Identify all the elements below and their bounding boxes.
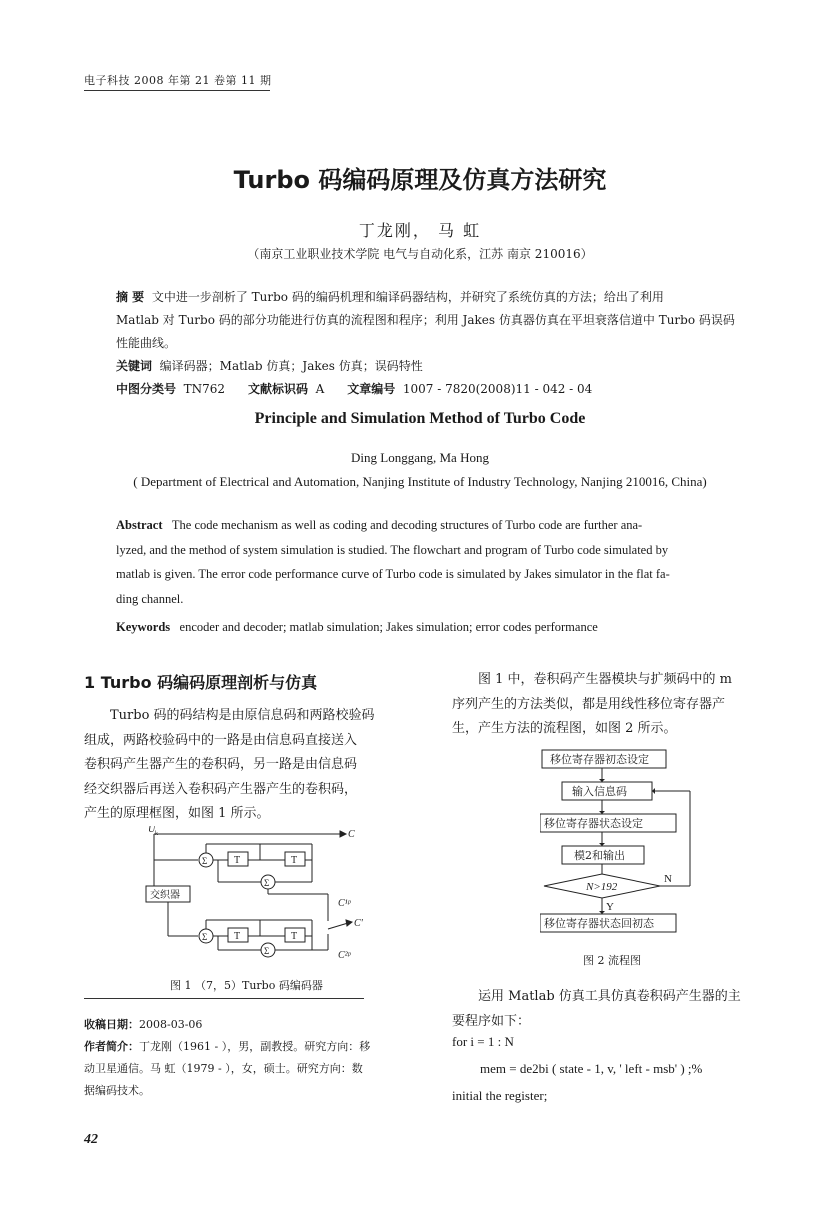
figure2-caption: 图 2 流程图 — [583, 954, 641, 967]
clc-label: 中图分类号 — [116, 382, 177, 396]
received-date: 2008-03-06 — [139, 1018, 203, 1031]
abstract-en-label: Abstract — [116, 518, 163, 532]
english-authors: Ding Longgang, Ma Hong — [351, 450, 489, 465]
sum-label: Σ — [202, 932, 208, 942]
code-intro — [452, 985, 782, 1034]
received-label: 收稿日期： — [84, 1018, 139, 1031]
output-c-label: C' — [354, 918, 363, 929]
keywords-cn-label: 关键词 — [116, 359, 153, 373]
input-label: U — [148, 826, 156, 835]
figure1-diagram — [140, 826, 390, 966]
bio-line: 据编码技术。 — [84, 1084, 150, 1097]
english-title: Principle and Simulation Method of Turbo Code — [254, 410, 586, 427]
body-line: 经交织器后再送入卷积码产生器产生的卷积码， — [84, 781, 358, 797]
body-line: 运用 Matlab 仿真工具仿真卷积码产生器的主 — [478, 989, 741, 1004]
affiliation: （南京工业职业技术学院 电气与自动化系，江苏 南京 210016） — [247, 247, 593, 261]
figure1-caption: 图 1 （7，5）Turbo 码编码器 — [170, 979, 323, 992]
abstract-cn-line: Matlab 对 Turbo 码的部分功能进行仿真的流程图和程序；利用 Jakes 仿真器仿真在平坦衰落信道中 Turbo 码误码 — [116, 313, 735, 327]
body-line: Turbo 码的码结构是由原信息码和两路校验码 — [110, 708, 375, 723]
article-no-value: 1007 - 7820(2008)11 - 042 - 04 — [402, 382, 593, 396]
sum-label: Σ — [264, 878, 270, 888]
output-2p-label: C²ᵖ — [338, 950, 351, 961]
bio-line: 丁龙刚（1961 - ），男，副教授。研究方向：移 — [139, 1040, 371, 1053]
body-line: 要程序如下： — [452, 1013, 531, 1029]
footnote-rule — [84, 998, 364, 999]
delay-label: T — [291, 931, 298, 942]
body-line: 图 1 中，卷积码产生器模块与扩频码中的 m — [478, 672, 732, 687]
code-line: initial the register; — [452, 1088, 548, 1103]
doc-code-value: A — [315, 382, 325, 396]
keywords-en: encoder and decoder; matlab simulation; Jakes simulation; error codes performance — [179, 620, 598, 634]
input-subscript: k — [155, 831, 158, 837]
body-line: 产生的原理框图，如图 1 所示。 — [84, 806, 270, 821]
abstract-en-line: The code mechanism as well as coding and decoding structures of Turbo code are further ana- — [171, 518, 643, 532]
article-no-label: 文章编号 — [347, 382, 396, 396]
output-1p-label: C¹ᵖ — [338, 898, 351, 909]
body-line: 组成，两路校验码中的一路是由信息码直接送入 — [84, 732, 358, 748]
sum-label: Σ — [202, 856, 208, 866]
authors: 丁龙刚， 马 虹 — [358, 221, 482, 240]
section-heading: 1 Turbo 码编码原理剖析与仿真 — [84, 673, 318, 692]
footnote — [84, 1014, 424, 1102]
abstract-en — [116, 513, 752, 640]
page-number: 42 — [84, 1132, 98, 1147]
abstract-cn — [116, 286, 756, 401]
header-rule — [84, 90, 270, 91]
abstract-cn-label: 摘 要 — [116, 290, 145, 304]
code-line: for i = 1 : N — [452, 1034, 514, 1049]
bio-line: 动卫星通信。马 虹（1979 - ），女，硕士。研究方向：数 — [84, 1062, 363, 1075]
figure2-flowchart — [540, 748, 700, 938]
abstract-cn-line: 性能曲线。 — [116, 336, 177, 350]
flow-decision: N>192 — [586, 881, 618, 893]
flow-step-reset: 移位寄存器状态回初态 — [544, 917, 654, 930]
output-label: C — [348, 829, 355, 840]
flow-step-set-state: 移位寄存器状态设定 — [544, 817, 643, 830]
abstract-en-line: lyzed, and the method of system simulation is studied. The flowchart and program of Turbo code simulated by — [116, 542, 669, 557]
code-line: mem = de2bi ( state - 1, v, ' left - msb' ) ;% — [480, 1061, 703, 1076]
doc-code-label: 文献标识码 — [247, 382, 308, 396]
interleaver-label: 交织器 — [150, 890, 180, 901]
delay-label: T — [234, 855, 241, 866]
abstract-en-line: matlab is given. The error code performance curve of Turbo code is simulated by Jakes simulator in the flat fa- — [116, 567, 670, 581]
body-line: 生，产生方法的流程图，如图 2 所示。 — [452, 721, 677, 736]
english-affiliation: ( Department of Electrical and Automation, Nanjing Institute of Industry Technology, Nanjing 210016, China) — [133, 474, 707, 489]
abstract-en-line: ding channel. — [116, 591, 184, 606]
code-listing — [452, 1028, 792, 1109]
flow-no-label: N — [664, 873, 672, 885]
delay-label: T — [291, 855, 298, 866]
bio-label: 作者简介： — [84, 1040, 139, 1053]
abstract-cn-line: 文中进一步剖析了 Turbo 码的编码机理和编译码器结构，并研究了系统仿真的方法；给出了利用 — [151, 290, 664, 304]
right-column-body — [452, 668, 782, 742]
flow-step-init: 移位寄存器初态设定 — [550, 753, 649, 766]
sum-label: Σ — [264, 946, 270, 956]
flow-yes-label: Y — [606, 901, 614, 913]
body-line: 序列产生的方法类似，都是用线性移位寄存器产 — [452, 696, 726, 712]
section1-body — [84, 704, 414, 827]
flow-step-mod2: 模2和输出 — [574, 849, 625, 862]
clc-value: TN762 — [183, 382, 226, 396]
paper-title: Turbo 码编码原理及仿真方法研究 — [233, 166, 607, 194]
keywords-cn: 编译码器；Matlab 仿真；Jakes 仿真；误码特性 — [159, 359, 423, 373]
delay-label: T — [234, 931, 241, 942]
journal-header: 电子科技 2008 年第 21 卷第 11 期 — [84, 74, 272, 87]
keywords-en-label: Keywords — [116, 620, 171, 634]
flow-step-input: 输入信息码 — [572, 785, 627, 798]
body-line: 卷积码产生器产生的卷积码，另一路是由信息码 — [84, 757, 358, 772]
